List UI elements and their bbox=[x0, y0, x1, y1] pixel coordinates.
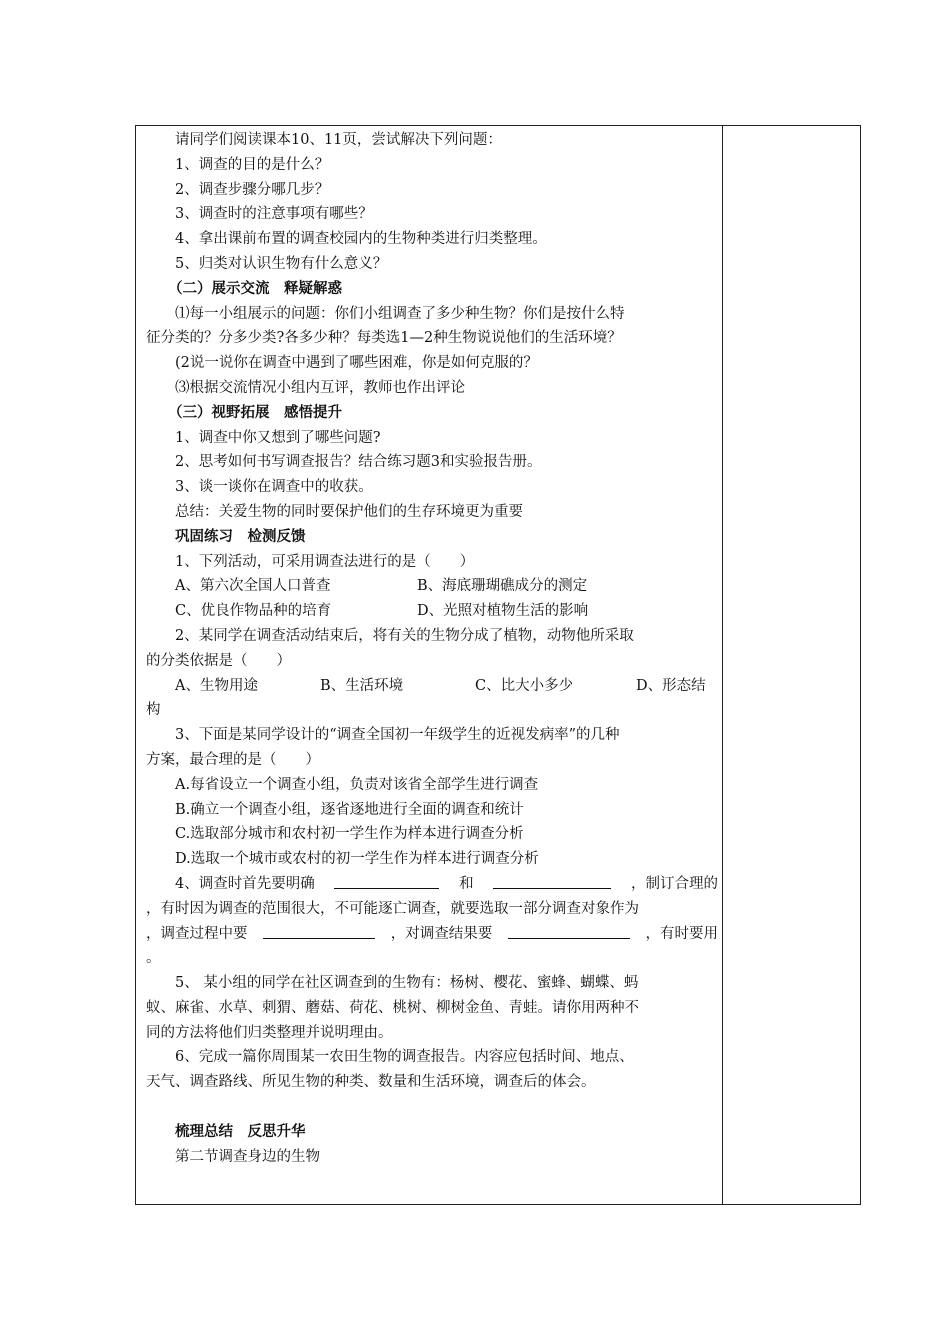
ex4-text-1: 4、调查时首先要明确 bbox=[175, 875, 315, 892]
ex2-stem-line2: 的分类依据是（ ） bbox=[146, 652, 291, 669]
ex1-option-b: B、海底珊瑚礁成分的测定 bbox=[417, 578, 588, 595]
ex2-option-a: A、生物用途 bbox=[175, 677, 258, 694]
question-2: 2、调查步骤分哪几步？ bbox=[175, 181, 330, 198]
ex3-option-a: A.每省设立一个调查小组，负责对该省全部学生进行调查 bbox=[175, 776, 539, 793]
ex5-line2: 蚁、麻雀、水草、刺猬、蘑菇、荷花、桃树、柳树金鱼、青蛙。请你用两种不 bbox=[146, 999, 639, 1016]
ex4-blank-2[interactable] bbox=[493, 872, 611, 889]
ex4-line1 bbox=[146, 872, 718, 897]
question-3: 3、调查时的注意事项有哪些？ bbox=[175, 206, 373, 223]
intro-text: 请同学们阅读课本10、11页，尝试解决下列问题： bbox=[175, 132, 502, 148]
ex6-line2: 天气、调查路线、所见生物的种类、数量和生活环境，调查后的体会。 bbox=[146, 1074, 596, 1091]
review-heading: 梳理总结 反思升华 bbox=[175, 1122, 306, 1140]
ex6-line1: 6、完成一篇你周围某一农田生物的调查报告。内容应包括时间、地点、 bbox=[175, 1049, 634, 1066]
ex1-option-c: C、优良作物品种的培育 bbox=[175, 603, 332, 620]
ex1-options-cd bbox=[146, 599, 718, 624]
review-text: 第二节调查身边的生物 bbox=[175, 1148, 320, 1165]
ex1-option-a: A、第六次全国人口普查 bbox=[175, 578, 331, 595]
section2-p3: ⑶根据交流情况小组内互评，教师也作出评论 bbox=[175, 379, 465, 396]
ex4-text-4: ，调查过程中要 bbox=[146, 925, 248, 942]
section3-q3: 3、谈一谈你在调查中的收获。 bbox=[175, 479, 373, 496]
ex4-blank-3[interactable] bbox=[263, 922, 375, 939]
section2-p2: (2说一说你在调查中遇到了哪些困难，你是如何克服的？ bbox=[175, 355, 538, 372]
ex2-option-b: B、生活环境 bbox=[320, 677, 404, 694]
section3-heading: （三）视野拓展 感悟提升 bbox=[168, 403, 342, 421]
spacer bbox=[146, 1095, 718, 1120]
section2-p1-line1: ⑴每一小组展示的问题：你们小组调查了多少种生物？你们是按什么特 bbox=[175, 305, 625, 322]
question-4: 4、拿出课前布置的调查校园内的生物种类进行归类整理。 bbox=[175, 231, 547, 248]
section3-q2: 2、思考如何书写调查报告？结合练习题3和实验报告册。 bbox=[175, 454, 542, 471]
ex1-option-d: D、光照对植物生活的影响 bbox=[417, 603, 589, 620]
ex4-text-5: ，对调查结果要 bbox=[390, 925, 493, 942]
question-5: 5、归类对认识生物有什么意义？ bbox=[175, 255, 388, 272]
ex4-text-3: ，制订合理的 bbox=[630, 875, 718, 892]
section3-summary: 总结：关爱生物的同时要保护他们的生存环境更为重要 bbox=[175, 503, 523, 520]
column-divider bbox=[722, 125, 723, 1205]
lesson-content bbox=[146, 128, 718, 1169]
ex5-line3: 同的方法将他们归类整理并说明理由。 bbox=[146, 1024, 393, 1041]
ex2-option-c: C、比大小多少 bbox=[475, 677, 574, 694]
ex4-text-6: ，有时要用 bbox=[645, 925, 718, 942]
ex3-option-b: B.确立一个调查小组，逐省逐地进行全面的调查和统计 bbox=[175, 801, 524, 818]
section3-q1: 1、调查中你又想到了哪些问题? bbox=[175, 429, 381, 446]
practice-heading: 巩固练习 检测反馈 bbox=[175, 527, 306, 545]
ex4-text-2: 和 bbox=[459, 875, 474, 892]
ex2-option-d-continued: 构 bbox=[146, 702, 161, 719]
ex4-line4: 。 bbox=[146, 950, 161, 967]
ex2-option-d: D、形态结 bbox=[636, 677, 706, 694]
ex2-stem-line1: 2、某同学在调查活动结束后，将有关的生物分成了植物，动物他所采取 bbox=[175, 627, 634, 644]
ex2-options bbox=[146, 674, 718, 699]
ex3-stem-line1: 3、下面是某同学设计的“调查全国初一年级学生的近视发病率”的几种 bbox=[175, 727, 620, 744]
ex4-line3 bbox=[146, 922, 718, 947]
ex3-option-d: D.选取一个城市或农村的初一学生作为样本进行调查分析 bbox=[175, 851, 539, 868]
ex1-stem: 1、下列活动，可采用调查法进行的是（ ） bbox=[175, 553, 475, 570]
ex4-line2: ，有时因为调查的范围很大，不可能逐亡调查，就要选取一部分调查对象作为 bbox=[146, 900, 639, 917]
question-1: 1、调查的目的是什么？ bbox=[175, 156, 330, 173]
section2-heading: （二）展示交流 释疑解惑 bbox=[168, 279, 342, 297]
ex3-option-c: C.选取部分城市和农村初一学生作为样本进行调查分析 bbox=[175, 826, 524, 843]
ex4-blank-1[interactable] bbox=[334, 872, 439, 889]
ex5-line1: 5、 某小组的同学在社区调查到的生物有：杨树、樱花、蜜蜂、蝴蝶、蚂 bbox=[175, 975, 639, 992]
ex4-blank-4[interactable] bbox=[508, 922, 630, 939]
section2-p1-line2: 征分类的？分多少类?各多少种？每类选1—2种生物说说他们的生活环境？ bbox=[146, 330, 622, 347]
ex3-stem-line2: 方案，最合理的是（ ） bbox=[146, 751, 320, 768]
ex1-options-ab bbox=[146, 574, 718, 599]
